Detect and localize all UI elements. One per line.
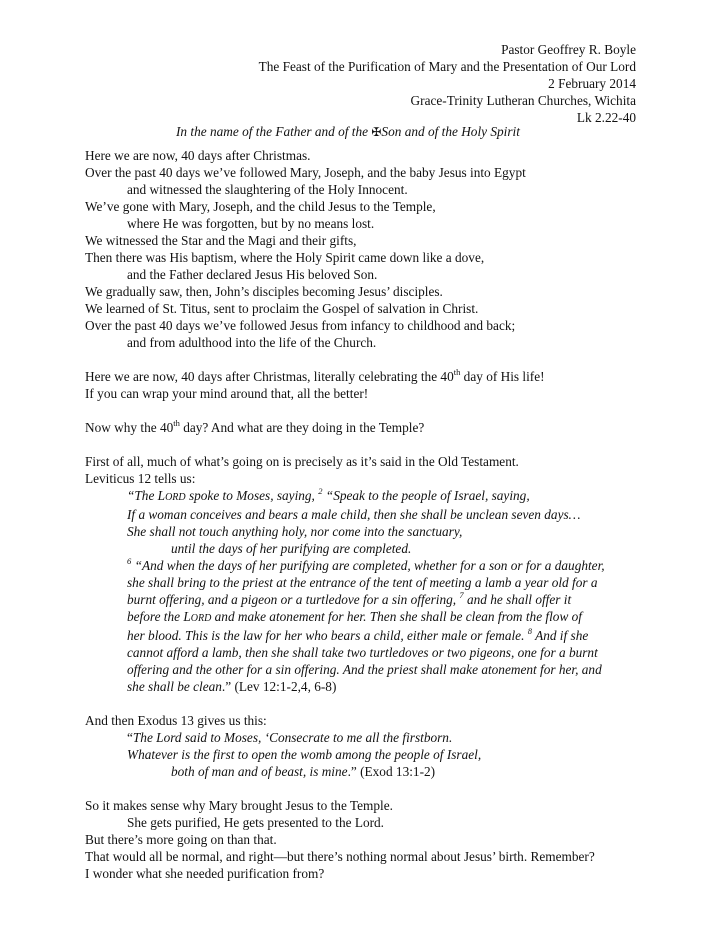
verse-number-7: 7: [459, 590, 464, 600]
leviticus-intro-2: Leviticus 12 tells us:: [85, 471, 196, 486]
leviticus-quote-7: [85, 591, 645, 608]
sermon-header: [259, 41, 636, 126]
leviticus-quote-4: until the days of her purifying are completed.: [171, 541, 412, 556]
leviticus-quote-10: cannot afford a lamb, then she shall take two turtledoves or two pigeons, one for a burnt: [127, 645, 598, 660]
lev-q9-a: her blood. This is the law for her who bears a child, either male or female.: [127, 628, 528, 643]
intro-line-12: and from adulthood into the life of the Church.: [127, 335, 377, 350]
paragraph-gap: [85, 695, 645, 712]
lev-q5: “And when the days of her purifying are completed, whether for a son or for a daughter,: [131, 558, 605, 573]
closing-line-3: But there’s more going on than that.: [85, 832, 277, 847]
intro-line-2: Over the past 40 days we’ve followed Mary, Joseph, and the baby Jesus into Egypt: [85, 165, 526, 180]
why-line: [85, 419, 645, 436]
intro-line-5: where He was forgotten, but by no means lost.: [127, 216, 375, 231]
closing-line-4: That would all be normal, and right—but there’s nothing normal about Jesus’ birth. Remember?: [85, 849, 595, 864]
exodus-quote-1: [85, 729, 645, 746]
exodus-quote-3: [85, 763, 645, 780]
reading-line: Lk 2.22-40: [576, 110, 636, 125]
leviticus-quote-3: She shall not touch anything holy, nor come into the sanctuary,: [127, 524, 463, 539]
leviticus-quote-6: she shall bring to the priest at the entrance of the tent of meeting a lamb a year old for a: [127, 575, 598, 590]
intro-line-10: We learned of St. Titus, sent to proclaim the Gospel of salvation in Christ.: [85, 301, 479, 316]
lev-q1-c: “Speak to the people of Israel, saying,: [322, 488, 530, 503]
leviticus-quote-2: If a woman conceives and bears a male child, then she shall be unclean seven days…: [127, 507, 581, 522]
intro-line-11: Over the past 40 days we’ve followed Jesus from infancy to childhood and back;: [85, 318, 516, 333]
leviticus-quote-12: [85, 678, 645, 695]
lev-q7-b: and he shall offer it: [463, 592, 572, 607]
why-text-b: day? And what are they doing in the Temple?: [179, 420, 425, 435]
exo-citation: .” (Exod 13:1-2): [347, 764, 436, 779]
lev-q8-b: and make atonement for her. Then she shall be clean from the flow of: [211, 609, 582, 624]
lev-citation: .” (Lev 12:1-2,4, 6-8): [221, 679, 337, 694]
verse-number-6: 6: [127, 556, 132, 566]
lev-q9-b: And if she: [531, 628, 589, 643]
invocation: [176, 123, 520, 141]
leviticus-quote-1: [85, 487, 645, 506]
verse-number-8: 8: [527, 626, 532, 636]
feast-line: The Feast of the Purification of Mary and the Presentation of Our Lord: [258, 59, 636, 74]
closing-line-2: She gets purified, He gets presented to the Lord.: [127, 815, 385, 830]
leviticus-quote-8: [85, 608, 645, 627]
lev-q8-smallcaps: ORD: [190, 613, 212, 624]
church-line: Grace-Trinity Lutheran Churches, Wichita: [410, 93, 636, 108]
paragraph-gap: [85, 351, 645, 368]
why-text-a: Now why the 40: [85, 420, 174, 435]
fortieth-text-b: day of His life!: [460, 369, 545, 384]
exo-q1-a: “: [127, 730, 133, 745]
intro-line-8: and the Father declared Jesus His beloved Son.: [127, 267, 378, 282]
lev-q7-a: burnt offering, and a pigeon or a turtledove for a sin offering,: [127, 592, 460, 607]
invocation-after: Son and of the Holy Spirit: [381, 124, 520, 139]
leviticus-quote-11: offering and the other for a sin offering. And the priest shall make atonement for her, and: [127, 662, 602, 677]
intro-line-6: We witnessed the Star and the Magi and their gifts,: [85, 233, 357, 248]
intro-line-9: We gradually saw, then, John’s disciples becoming Jesus’ disciples.: [85, 284, 443, 299]
lev-q1-a: “The L: [127, 488, 166, 503]
date-line: 2 February 2014: [548, 76, 636, 91]
lev-q1-smallcaps: ORD: [165, 492, 186, 503]
paragraph-gap: [85, 402, 645, 419]
paragraph-gap: [85, 780, 645, 797]
leviticus-quote-9: [85, 627, 645, 644]
intro-line-7: Then there was His baptism, where the Holy Spirit came down like a dove,: [85, 250, 485, 265]
leviticus-intro-1: First of all, much of what’s going on is precisely as it’s said in the Old Testament.: [85, 454, 519, 469]
sermon-body: [85, 147, 645, 882]
why-sup: th: [173, 418, 180, 428]
leviticus-quote-5: [85, 557, 645, 574]
exodus-intro: And then Exodus 13 gives us this:: [85, 713, 267, 728]
fortieth-line-1: [85, 368, 645, 385]
fortieth-sup: th: [453, 367, 461, 377]
fortieth-line-2: If you can wrap your mind around that, all the better!: [85, 386, 369, 401]
lev-q1-b: spoke to Moses, saying,: [185, 488, 319, 503]
intro-line-4: We’ve gone with Mary, Joseph, and the child Jesus to the Temple,: [85, 199, 436, 214]
closing-line-1: So it makes sense why Mary brought Jesus to the Temple.: [85, 798, 393, 813]
cross-icon: ✠: [371, 125, 382, 139]
invocation-before: In the name of the Father and of the: [176, 124, 372, 139]
author-line: Pastor Geoffrey R. Boyle: [501, 42, 636, 57]
verse-number-2: 2: [318, 486, 323, 496]
lev-q12-a: she shall be clean: [127, 679, 222, 694]
closing-line-5: I wonder what she needed purification from?: [85, 866, 325, 881]
exodus-quote-2: Whatever is the first to open the womb among the people of Israel,: [127, 747, 482, 762]
intro-line-1: Here we are now, 40 days after Christmas.: [85, 148, 311, 163]
exo-q1-b: The Lord said to Moses, ‘Consecrate to me all the firstborn.: [132, 730, 453, 745]
fortieth-text-a: Here we are now, 40 days after Christmas, literally celebrating the 40: [85, 369, 454, 384]
intro-line-3: and witnessed the slaughtering of the Holy Innocent.: [127, 182, 408, 197]
lev-q8-a: before the L: [127, 609, 191, 624]
paragraph-gap: [85, 436, 645, 453]
exo-q3-a: both of man and of beast, is mine: [171, 764, 348, 779]
